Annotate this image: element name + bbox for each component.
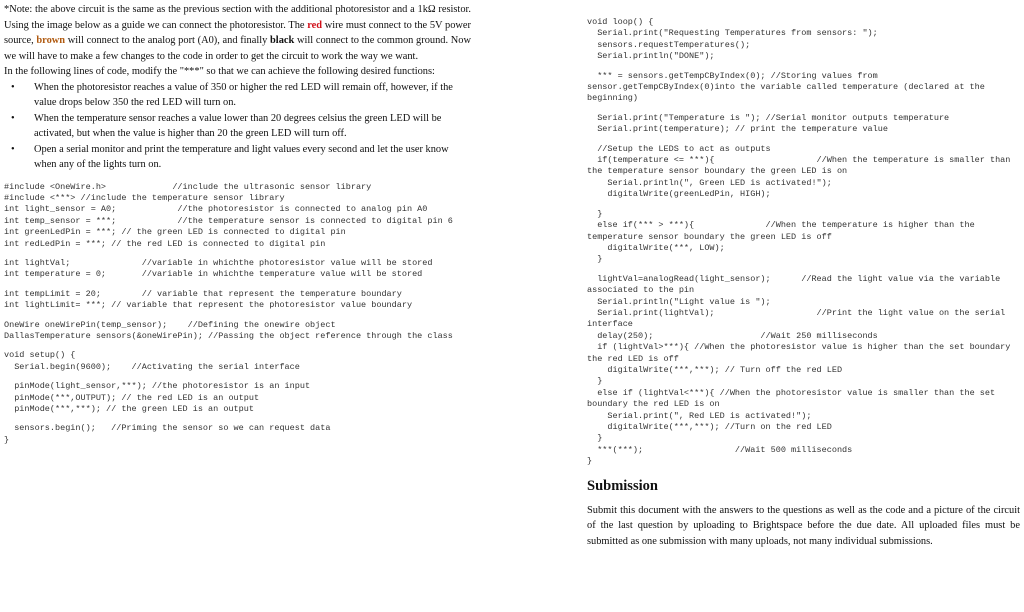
list-item: • When the photoresistor reaches a value of 350 or higher the red LED will remain off, however, if the value drops below 350 the red LED will turn on. — [11, 81, 453, 108]
code-block-get-temp: *** = sensors.getTempCByIndex(0); //Storing values from sensor.getTempCByIndex(0)into the variable called temperature (declared at the beginning) — [587, 70, 990, 104]
code-block-sensors-begin: sensors.begin(); //Priming the sensor so we can request data } — [4, 423, 331, 445]
red-word: red — [307, 19, 323, 31]
code-block-loop-start: void loop() { Serial.print("Requesting Temperatures from sensors: "); sensors.requestTemperatures(); Serial.println("DONE"); — [587, 17, 878, 62]
code-block-green-led-off: } else if(*** > ***){ //When the temperature is higher than the temperature sensor boundary the green LED is off digitalWrite(***, LOW); } — [587, 208, 975, 265]
instructions-paragraph: In the following lines of code, modify the "***" so that we can achieve the following desired functions: — [4, 66, 435, 77]
requirements-list — [4, 80, 471, 173]
submission-text: Submit this document with the answers to the questions as well as the code and a picture of the circuit of the last question by uploading to Brightspace before the due date. All uploaded files must be submitted as one submission with many uploads, not many individual submissions. — [587, 504, 1020, 547]
brown-word: brown — [36, 35, 66, 46]
code-block-pinmode: pinMode(light_sensor,***); //the photoresistor is an input pinMode(***,OUTPUT); // the red LED is an output pinMode(***,***); // the green LED is an output — [14, 381, 311, 414]
submission-heading: Submission — [587, 477, 658, 494]
code-block-limits: int tempLimit = 20; // variable that represent the temperature boundary int lightLimit= ***; // variable that represent the photoresistor value boundary — [4, 288, 413, 311]
right-column — [583, 0, 1024, 612]
code-block-variables: int lightVal; //variable in whichthe photoresistor value will be stored int temperature = 0; //variable in whichthe temperature value will be stored — [4, 257, 433, 280]
left-column — [0, 0, 475, 612]
note-section — [0, 0, 475, 173]
bullet-icon: • — [11, 143, 15, 155]
bullet-icon: • — [11, 112, 15, 124]
code-block-setup: void setup() { Serial.begin(9600); //Activating the serial interface — [4, 350, 300, 372]
code-block-includes: #include <OneWire.h> //include the ultrasonic sensor library #include <***> //include the temperature sensor library int light_sensor = A0; //the photoresistor is connected to analog pin A0 int temp_sensor = ***; //the temperature sensor is connected to digital pin 6 int greenLedPin = ***; // the green LED is connected to digital pin int redLedPin = ***; // the red LED is connected to digital pin — [4, 181, 453, 249]
code-block-print-temp: Serial.print("Temperature is "); //Serial monitor outputs temperature Serial.print(temperature); // print the temperature value — [597, 112, 950, 135]
list-item: • When the temperature sensor reaches a value lower than 20 degrees celsius the green LED will be activated, but when the value is higher than 20 the green LED will turn off. — [11, 112, 442, 139]
black-word: black — [270, 35, 295, 46]
list-item: • Open a serial monitor and print the temperature and light values every second and let the user know when any of the lights turn on. — [11, 143, 449, 170]
bullet-icon: • — [11, 81, 15, 93]
code-block-onewire: OneWire oneWirePin(temp_sensor); //Defining the onewire object DallasTemperature sensors(&oneWirePin); //Passing the object reference through the class — [4, 319, 453, 341]
code-block-green-led: //Setup the LEDS to act as outputs if(temperature <= ***){ //When the temperature is smaller than the temperature sensor boundary the green LED is on Serial.println(", Green LED is activated!"); digitalWrite(greenLedPin, HIGH); — [587, 143, 1011, 200]
code-block-light: lightVal=analogRead(light_sensor); //Read the light value via the variable associated to the pin Serial.println("Light value is "); Serial.print(lightVal); //Print the light value on the serial interface delay(250); //Wait 250 milliseconds if (lightVal>***){ //When the photoresistor value is higher than the set boundary the red LED is off digitalWrite(***,***); // Turn off the red LED } else if (lightVal<***){ //When the photoresistor value is smaller than the set boundary the red LED is on Serial.print(", Red LED is activated!"); digitalWrite(***,***); //Turn on the red LED } ***(***); //Wait 500 milliseconds } — [587, 273, 1011, 467]
note-paragraph: *Note: the above circuit is the same as the previous section with the additional photoresistor and a 1kΩ resistor. Using the image below as a guide we can connect the photoresistor. The red wire must connect to the 5V power source, brown will connect to the analog port (A0), and finally black will connect to the common ground. Now we will have to make a few changes to the code in order to get the circuit to work the way we want. — [4, 4, 471, 62]
